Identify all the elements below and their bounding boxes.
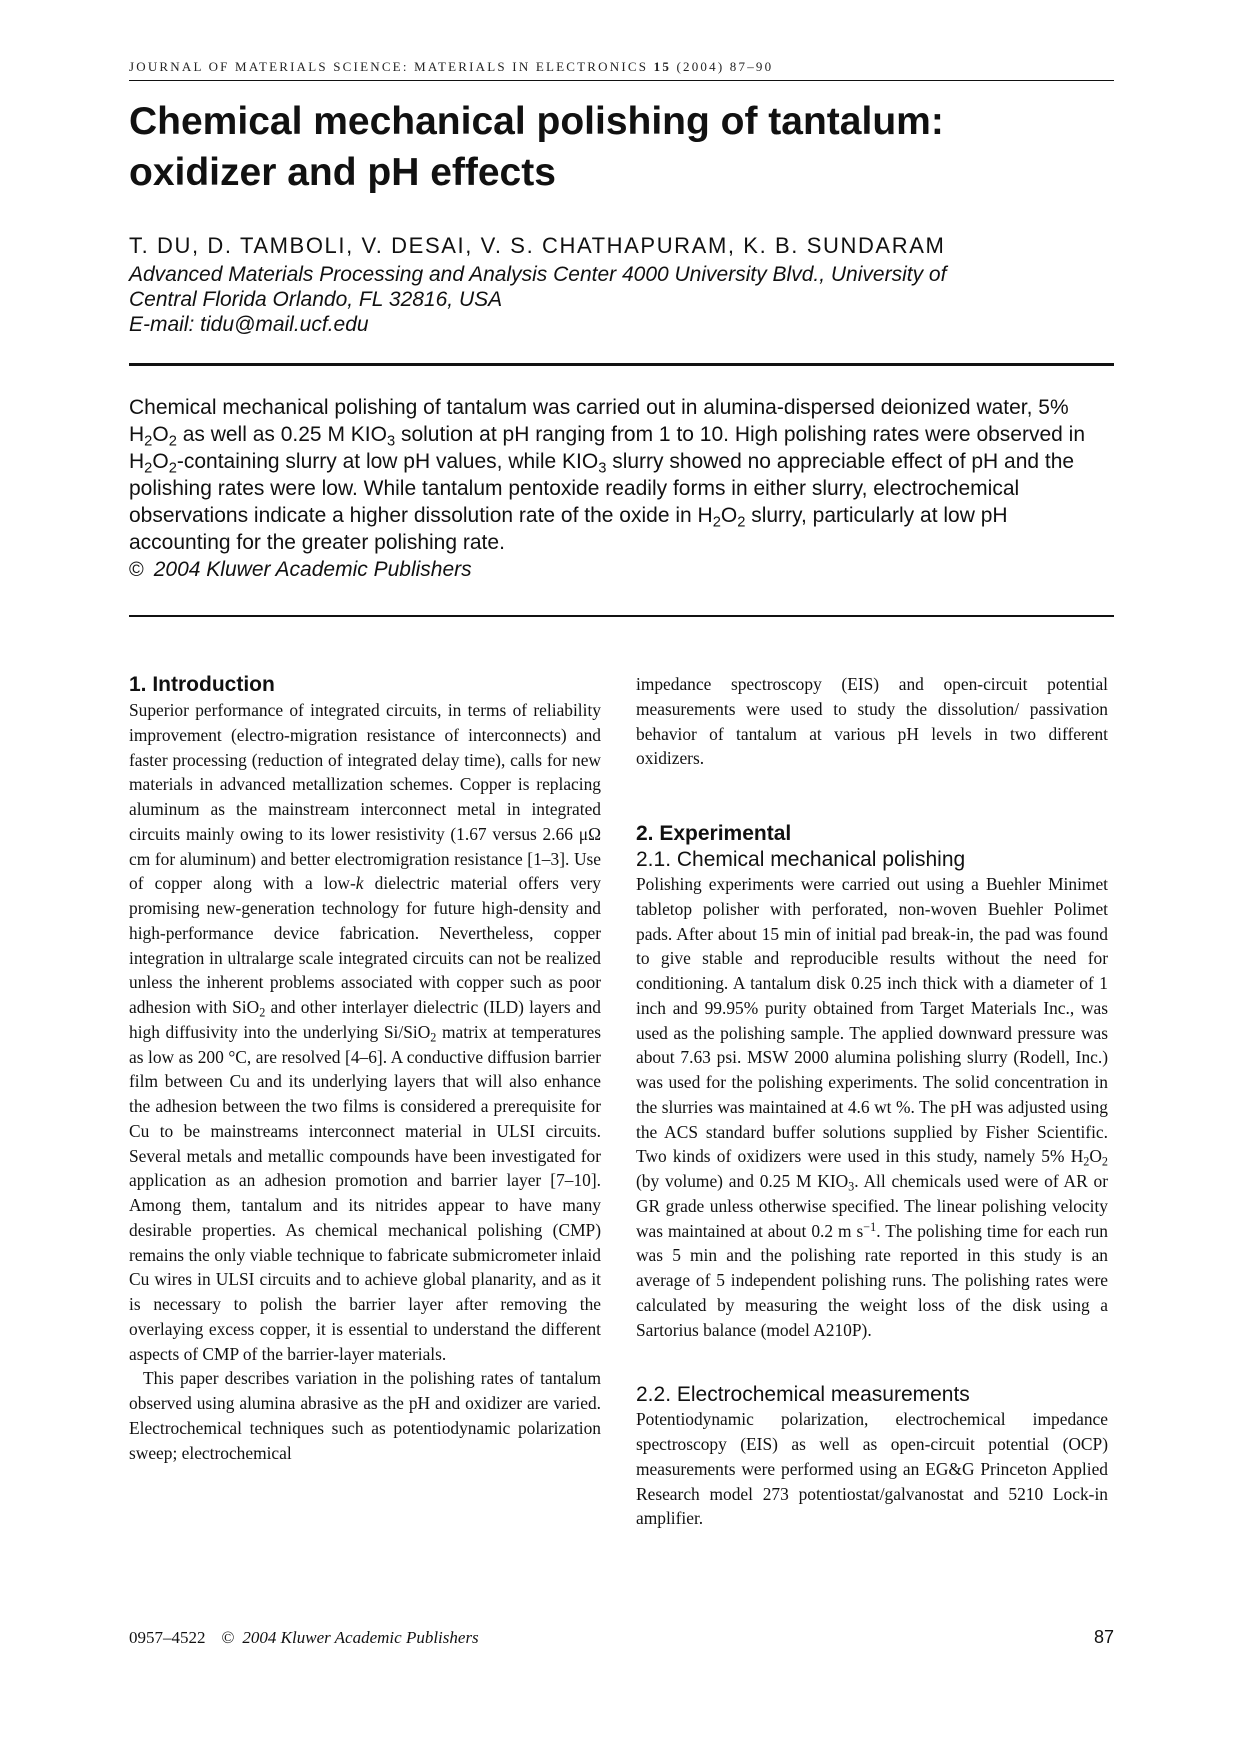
page-number: 87 xyxy=(1093,1627,1114,1647)
intro-paragraph-continued: impedance spectroscopy (EIS) and open-circuit potential measurements were used to study the dissolution/ passivation behavior of tantalum at various pH levels in two different oxidizers. xyxy=(636,674,1108,769)
copyright-icon: © xyxy=(221,1628,235,1647)
abstract xyxy=(129,394,1114,584)
left-column xyxy=(129,672,601,1465)
affiliation xyxy=(129,262,1114,337)
abstract-bottom-rule xyxy=(129,615,1114,617)
abstract-text: Chemical mechanical polishing of tantalum was carried out in alumina-dispersed deionized water, 5% $H_2O_2$ as well as 0.25 M $KIO_3$ solution at pH ranging from 1 to 10. High polishing rates were observed in $H_2O_2$-containing slurry at low pH values, while $KIO_3$ slurry showed no appreciable effect of pH and the polishing rates were low. While tantalum pentoxide readily forms in either slurry, electrochemical observations indicate a higher dissolution rate of the oxide in $H_2O_2$ slurry, particularly at low pH accounting for the greater polishing rate. xyxy=(129,396,1086,554)
subsection-heading-cmp: 2.1. Chemical mechanical polishing xyxy=(636,848,966,871)
journal-year-pages: (2004) 87–90 xyxy=(676,59,774,74)
footer-publisher-name: 2004 Kluwer Academic Publishers xyxy=(242,1628,479,1647)
title-line-2: oxidizer and pH effects xyxy=(129,151,556,194)
section-heading-experimental: 2. Experimental xyxy=(636,822,792,845)
header-rule xyxy=(129,80,1114,81)
subsection-heading-electrochemical: 2.2. Electrochemical measurements xyxy=(636,1383,970,1407)
journal-running-header xyxy=(129,59,1114,75)
footer-issn: 0957–4522 xyxy=(129,1628,206,1647)
author-email: E-mail: tidu@mail.ucf.edu xyxy=(129,313,369,336)
electrochemical-paragraph: Potentiodynamic polarization, electrochemical impedance spectroscopy (EIS) as well as open-circuit potential (OCP) measurements were performed using an EG&G Princeton Applied Research model 273 potentiostat/galvanostat and 5210 Lock-in amplifier. xyxy=(636,1409,1108,1529)
cmp-paragraph: Polishing experiments were carried out using a Buehler Minimet tabletop polisher with perforated, non-woven Buehler Polimet pads. After about 15 min of initial pad break-in, the pad was found to give stable and reproducible results without the need for conditioning. A tantalum disk 0.25 inch thick with a diameter of 1 inch and 99.95% purity obtained from Target Materials Inc., was used as the polishing sample. The applied downward pressure was about 7.63 psi. MSW 2000 alumina polishing slurry (Rodell, Inc.) was used for the polishing experiments. The solid concentration in the slurries was maintained at 4.6 wt %. The pH was adjusted using the ACS standard buffer solutions supplied by Fisher Scientific. Two kinds of oxidizers were used in this study, namely 5% $H_2O_2$ (by volume) and 0.25 M $KIO_3$. All chemicals used were of AR or GR grade unless otherwise specified. The linear polishing velocity was maintained at about 0.2 m $s^{-1}$. The polishing time for each run was 5 min and the polishing rate reported in this study is an average of 5 independent polishing runs. The polishing rates were calculated by measuring the weight loss of the disk using a Sartorius balance (model A210P). xyxy=(636,874,1108,1340)
title-line-1: Chemical mechanical polishing of tantalum: xyxy=(129,100,944,143)
intro-paragraph-2: This paper describes variation in the polishing rates of tantalum observed using alumina abrasive as the pH and oxidizer are varied. Electrochemical techniques such as potentiodynamic polarization sweep; electrochemical xyxy=(129,1368,601,1463)
abstract-top-rule xyxy=(129,363,1114,366)
affiliation-line-1: Advanced Materials Processing and Analysis Center 4000 University Blvd., University of xyxy=(129,263,947,286)
footer-publisher xyxy=(129,1628,479,1648)
abstract-copyright: © 2004 Kluwer Academic Publishers xyxy=(129,558,472,581)
copyright-icon: © xyxy=(129,559,144,581)
affiliation-line-2: Central Florida Orlando, FL 32816, USA xyxy=(129,288,503,311)
intro-paragraph-1: Superior performance of integrated circuits, in terms of reliability improvement (electro-migration resistance of interconnects) and faster processing (reduction of integrated delay time), calls for new materials in advanced metallization schemes. Copper is replacing aluminum as the mainstream interconnect metal in integrated circuits mainly owing to its lower resistivity (1.67 versus 2.66 μΩ cm for aluminum) and better electromigration resistance [1–3]. Use of copper along with a low-k dielectric material offers very promising new-generation technology for future high-density and high-performance device fabrication. Nevertheless, copper integration in ultralarge scale integrated circuits can not be realized unless the inherent problems associated with copper such as poor adhesion with SiO$_2$ and other interlayer dielectric (ILD) layers and high diffusivity into the underlying Si/SiO$_2$ matrix at temperatures as low as 200 °C, are resolved [4–6]. A conductive diffusion barrier film between Cu and its underlying layers that will also enhance the adhesion between the two films is considered a prerequisite for Cu to be mainstreams interconnect material in ULSI circuits. Several metals and metallic compounds have been investigated for application as an adhesion promotion and barrier layer [7–10]. Among them, tantalum and its nitrides appear to have many desirable properties. As chemical mechanical polishing (CMP) remains the only viable technique to fabricate submicrometer inlaid Cu wires in ULSI circuits and to achieve global planarity, and as it is necessary to polish the barrier layer after removing the overlaying excess copper, it is essential to understand the different aspects of CMP of the barrier-layer materials. xyxy=(129,700,602,1364)
author-list: T. DU, D. TAMBOLI, V. DESAI, V. S. CHATHAPURAM, K. B. SUNDARAM xyxy=(129,233,946,258)
journal-name: JOURNAL OF MATERIALS SCIENCE: MATERIALS IN ELECTRONICS xyxy=(129,59,649,74)
page-title xyxy=(129,96,1114,198)
section-heading-introduction: 1. Introduction xyxy=(129,673,275,696)
journal-volume: 15 xyxy=(653,59,672,74)
right-column xyxy=(636,672,1108,1531)
